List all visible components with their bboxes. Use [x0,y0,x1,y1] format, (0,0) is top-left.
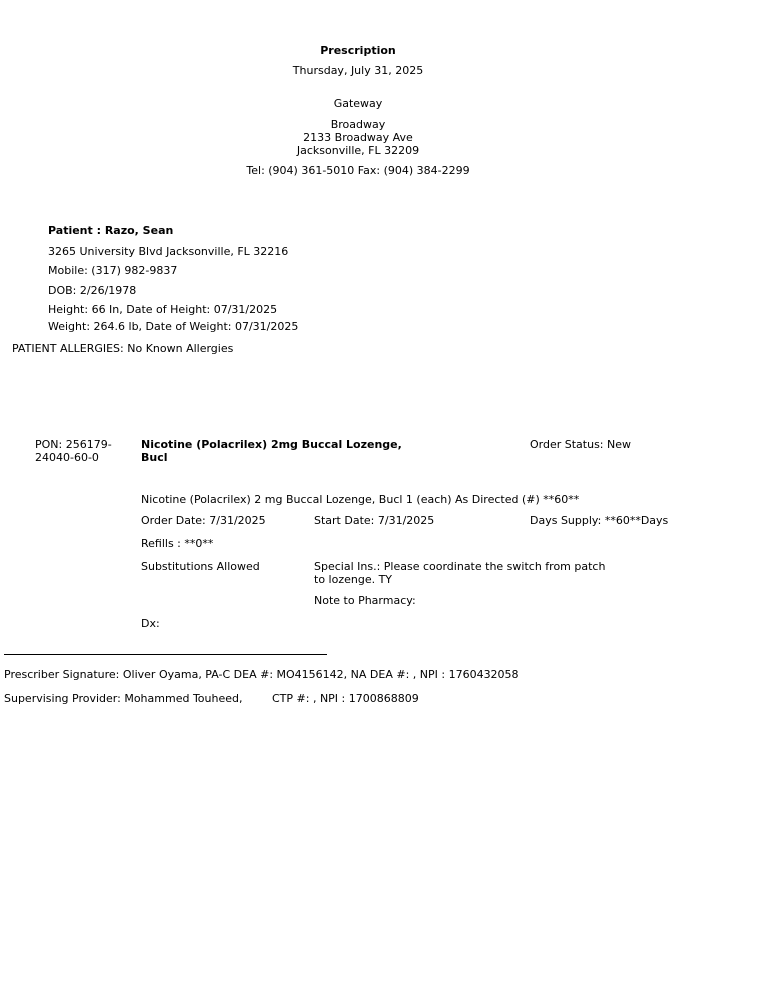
pharmacy-contact: Tel: (904) 361-5010 Fax: (904) 384-2299 [246,164,470,177]
patient-dob: DOB: 2/26/1978 [48,284,137,297]
supervising-provider-ids: CTP #: , NPI : 1700868809 [272,692,419,705]
refills: Refills : **0** [141,537,214,550]
patient-height: Height: 66 In, Date of Height: 07/31/2025 [48,303,278,316]
order-status: Order Status: New [530,438,632,451]
drug-name-line-2: Bucl [141,451,168,464]
start-date: Start Date: 7/31/2025 [314,514,435,527]
signature-line [4,654,327,655]
diagnosis: Dx: [141,617,160,630]
prescriber-signature: Prescriber Signature: Oliver Oyama, PA-C DEA #: MO4156142, NA DEA #: , NPI : 1760432058 [4,668,519,681]
special-instructions-line-2: to lozenge. TY [314,573,393,586]
order-date: Order Date: 7/31/2025 [141,514,266,527]
pharmacy-address: 2133 Broadway Ave [303,131,413,144]
document-title: Prescription [320,44,396,57]
special-instructions-line-1: Special Ins.: Please coordinate the switch from patch [314,560,606,573]
substitutions: Substitutions Allowed [141,560,260,573]
sig-text: Nicotine (Polacrilex) 2 mg Buccal Lozenge, Bucl 1 (each) As Directed (#) **60** [141,493,580,506]
document-date: Thursday, July 31, 2025 [292,64,424,77]
patient-name: Patient : Razo, Sean [48,224,174,237]
drug-name-line-1: Nicotine (Polacrilex) 2mg Buccal Lozenge, [141,438,402,451]
patient-allergies: PATIENT ALLERGIES: No Known Allergies [12,342,234,355]
pharmacy-name: Gateway [333,97,383,110]
pharmacy-location: Broadway [330,118,386,131]
pon-line-2: 24040-60-0 [35,451,99,464]
supervising-provider: Supervising Provider: Mohammed Touheed, [4,692,243,705]
patient-weight: Weight: 264.6 lb, Date of Weight: 07/31/2025 [48,320,299,333]
note-to-pharmacy: Note to Pharmacy: [314,594,416,607]
patient-mobile: Mobile: (317) 982-9837 [48,264,178,277]
pon-line-1: PON: 256179- [35,438,112,451]
pharmacy-city: Jacksonville, FL 32209 [296,144,420,157]
days-supply: Days Supply: **60**Days [530,514,669,527]
patient-address: 3265 University Blvd Jacksonville, FL 32216 [48,245,289,258]
